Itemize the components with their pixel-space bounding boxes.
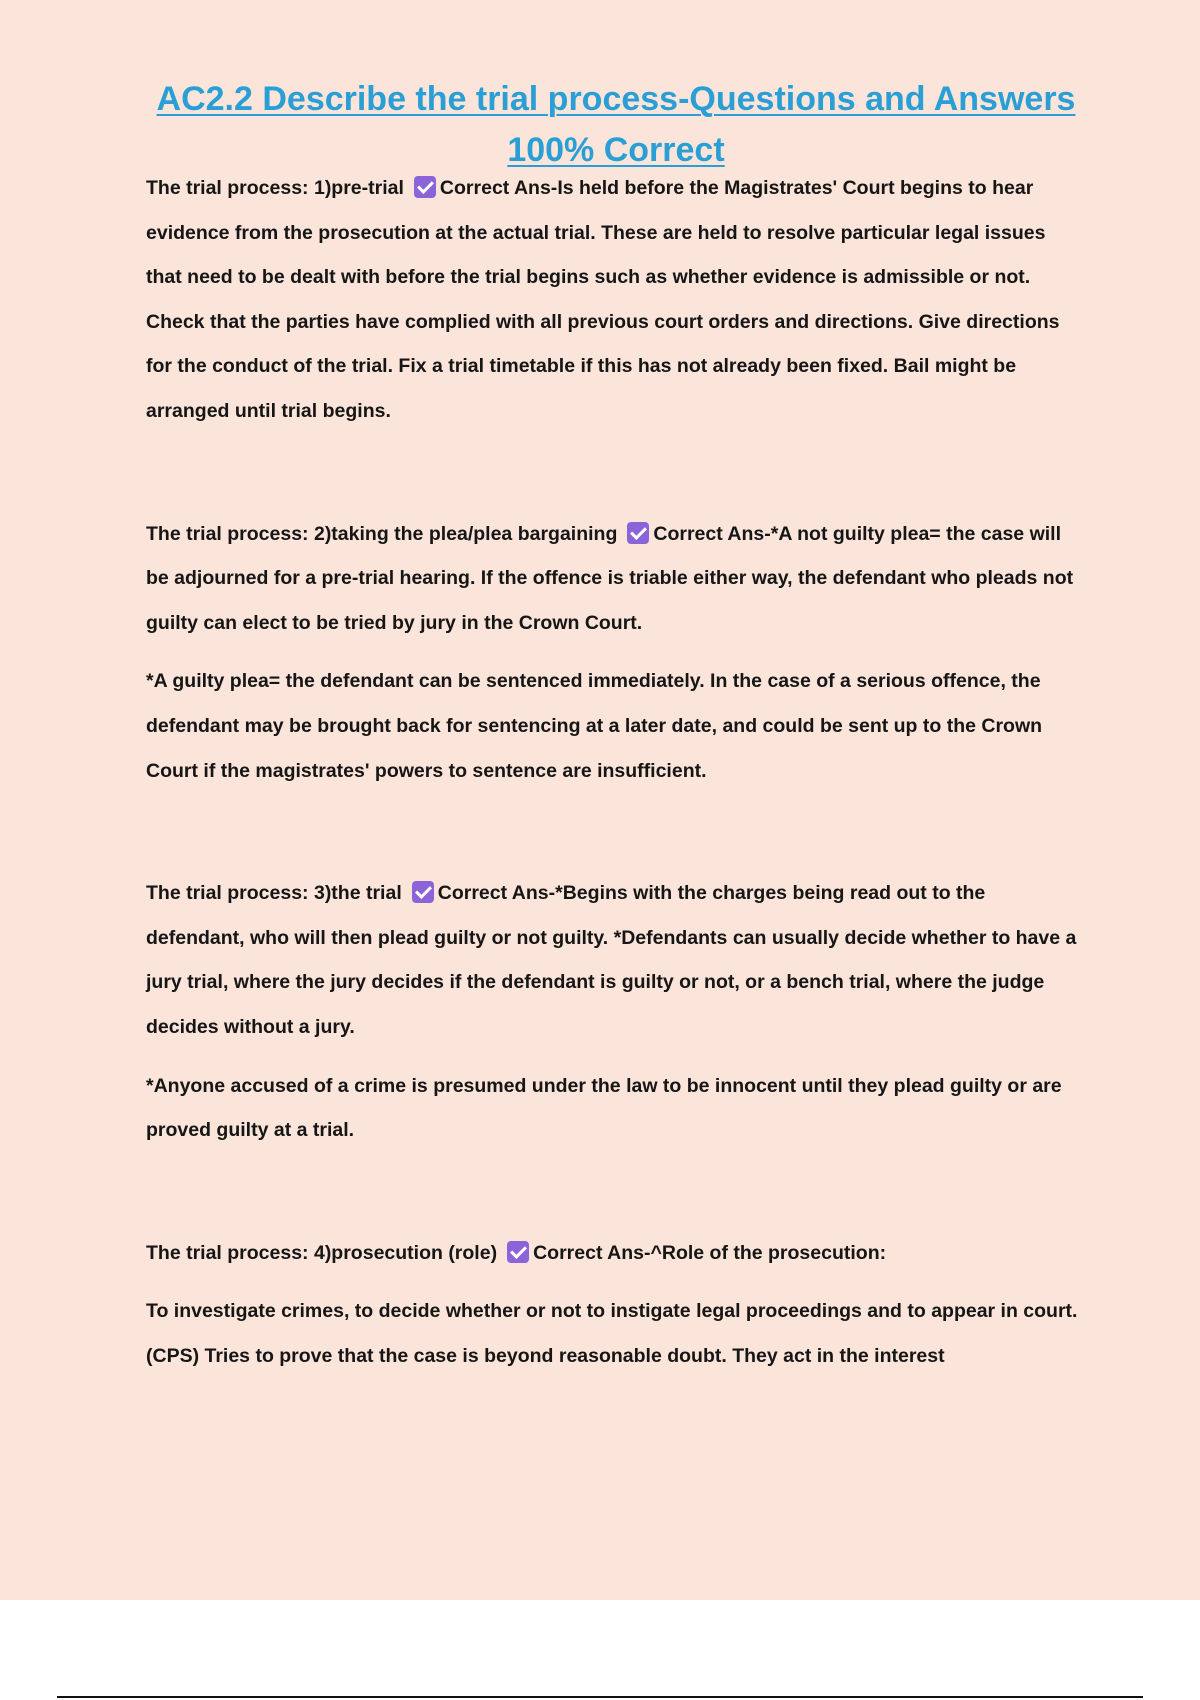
- question-text: The trial process: 4)prosecution (role): [146, 1241, 498, 1264]
- checkbox-checked-icon: [507, 1241, 529, 1263]
- checkbox-checked-icon: [414, 176, 436, 198]
- answer-label: Correct Ans-: [533, 1241, 651, 1264]
- answer-extra: *Anyone accused of a crime is presumed under the law to be innocent until they plead guilty or are proved guilty at a trial.: [146, 1074, 1062, 1142]
- answer-text: ^Role of the prosecution:: [650, 1241, 887, 1264]
- answer-label: Correct Ans-: [439, 177, 558, 199]
- document-title: AC2.2 Describe the trial process-Questions and Answers 100% Correct: [156, 80, 1076, 169]
- question-text: The trial process: 3)the trial: [146, 882, 402, 905]
- answer-extra: To investigate crimes, to decide whether or not to instigate legal proceedings and to appear in court. (CPS) Tries to prove that the case is beyond reasonable doubt. They act in the interest: [146, 1300, 1078, 1367]
- checkbox-checked-icon: [412, 881, 434, 903]
- answer-text: *A not guilty plea= the case will be adjourned for a pre-trial hearing. If the offence is triable either way, the defendant who pleads not guilty can elect to be tried by jury in the Crown Court.: [146, 522, 1074, 634]
- qa-item-pre-trial: [146, 166, 1086, 434]
- qa-item-trial: [146, 871, 1086, 1049]
- footer-divider: [57, 1696, 1143, 1698]
- answer-label: Correct Ans-: [437, 882, 556, 905]
- answer-label: Correct Ans-: [653, 522, 771, 545]
- qa-item-prosecution: [146, 1231, 1086, 1276]
- checkbox-checked-icon: [627, 522, 649, 544]
- qa-content: [146, 166, 1086, 1378]
- answer-text: *Begins with the charges being read out to the defendant, who will then plead guilty or not guilty. *Defendants can usually decide whether to have a jury trial, where the jury decides if the defendant is guilty or not, or a bench trial, where the judge decides without a jury.: [146, 882, 1077, 1038]
- answer-text: Is held before the Magistrates' Court begins to hear evidence from the prosecution at the actual trial. These are held to resolve particular legal issues that need to be dealt with before the trial begins such as whether evidence is admissible or not. Check that the parties have complied with all previous court orders and directions. Give directions for the conduct of the trial. Fix a trial timetable if this has not already been fixed. Bail might be arranged until trial begins.: [146, 177, 1060, 422]
- question-text: The trial process: 2)taking the plea/plea bargaining: [146, 522, 618, 545]
- qa-item-plea: [146, 512, 1086, 646]
- question-text: The trial process: 1)pre-trial: [146, 177, 404, 199]
- answer-extra: *A guilty plea= the defendant can be sentenced immediately. In the case of a serious offence, the defendant may be brought back for sentencing at a later date, and could be sent up to the Crown Court if the magistrates' powers to sentence are insufficient.: [146, 670, 1043, 782]
